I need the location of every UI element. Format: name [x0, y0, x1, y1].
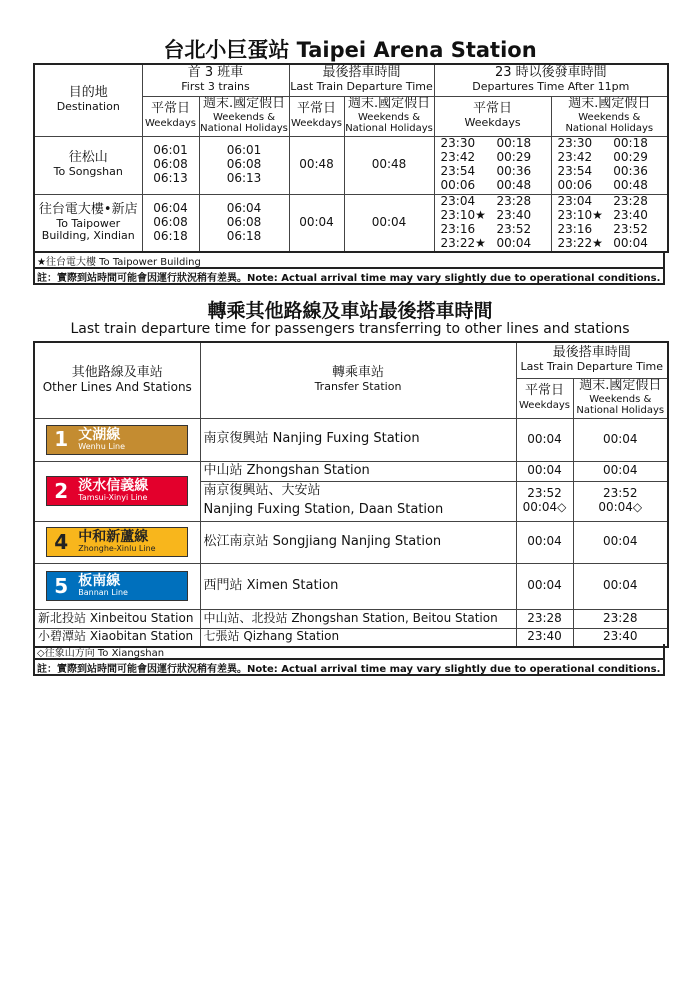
line-badge-wenhu: 1 文湖線 Wenhu Line [46, 425, 188, 455]
transfer-subtitle: Last train departure time for passengers transferring to other lines and stations [70, 321, 630, 337]
weekends-header: 週末.國定假日 Weekends & National Holidays [573, 378, 668, 418]
table-row [34, 136, 668, 194]
weekends-time: 00:04 [573, 418, 668, 461]
last-weekends-cell: 00:04 [344, 194, 434, 252]
after-weekdays-cell: 23:04 23:28 23:10★ 23:40 23:16 23:52 23:22★ 00:04 [434, 194, 551, 252]
weekends-time: 23:28 [573, 609, 668, 628]
other-station-cell: 新北投站 Xinbeitou Station [34, 609, 200, 628]
star-note: ★往台電大樓 To Taipower Building [33, 253, 665, 269]
weekdays-time: 23:40 [516, 628, 573, 647]
first-weekends-cell: 06:01 06:08 06:13 [199, 136, 289, 194]
weekends-header: 週末.國定假日 Weekends & National Holidays [345, 96, 433, 135]
line-cell [34, 563, 200, 609]
other-lines-header: 其他路線及車站 Other Lines And Stations [34, 342, 200, 418]
schedule-table [33, 63, 669, 253]
line-badge-zhonghe-xinlu: 4 中和新蘆線 Zhonghe-Xinlu Line [46, 527, 188, 557]
destination-cell: 往台電大樓•新店 To Taipower Building, Xindian [34, 194, 142, 252]
transfer-station-cell: 西門站 Ximen Station [200, 563, 516, 609]
weekends-time: 00:04 [573, 461, 668, 481]
weekdays-header: 平常日 Weekdays [289, 96, 344, 136]
weekends-header: 週末.國定假日 Weekends & National Holidays [200, 96, 288, 135]
weekdays-header: 平常日 Weekdays [434, 96, 551, 136]
footnote: 註：實際到站時間可能會因運行狀況稍有差異。Note: Actual arrival time may vary slightly due to operational conditions. [33, 660, 665, 676]
line-cell [34, 521, 200, 563]
line-cell [34, 418, 200, 461]
transfer-station-cell: 南京復興站、大安站 Nanjing Fuxing Station, Daan Station [200, 481, 516, 521]
last-train-header: 最後搭車時間 Last Train Departure Time [289, 64, 434, 96]
table-row [34, 609, 668, 628]
after-11pm-header: 23 時以後發車時間 Departures Time After 11pm [434, 64, 668, 96]
transfer-station-cell: 中山站 Zhongshan Station [200, 461, 516, 481]
first-weekends-cell: 06:04 06:08 06:18 [199, 194, 289, 252]
transfer-station-cell: 中山站、北投站 Zhongshan Station, Beitou Station [200, 609, 516, 628]
weekends-time: 00:04 [573, 521, 668, 563]
weekdays-header: 平常日 Weekdays [142, 96, 199, 136]
weekdays-time: 00:04 [516, 563, 573, 609]
weekdays-time: 23:28 [516, 609, 573, 628]
footnote: 註：實際到站時間可能會因運行狀況稍有差異。Note: Actual arrival time may vary slightly due to operational conditions. [33, 269, 665, 285]
line-cell [34, 461, 200, 521]
weekdays-time: 00:04 [516, 521, 573, 563]
transfer-station-header: 轉乘車站 Transfer Station [200, 342, 516, 418]
weekdays-header: 平常日 Weekdays [516, 378, 573, 418]
weekends-time: 00:04 [573, 563, 668, 609]
weekdays-time: 00:04 [516, 418, 573, 461]
table-row [34, 563, 668, 609]
transfer-table [33, 341, 669, 648]
last-weekdays-cell: 00:04 [289, 194, 344, 252]
line-badge-tamsui-xinyi: 2 淡水信義線 Tamsui-Xinyi Line [46, 476, 188, 506]
first-weekdays-cell: 06:04 06:08 06:18 [142, 194, 199, 252]
last-train-header: 最後搭車時間 Last Train Departure Time [516, 342, 668, 378]
transfer-station-cell: 松江南京站 Songjiang Nanjing Station [200, 521, 516, 563]
weekends-time: 23:52 00:04◇ [573, 481, 668, 521]
weekdays-time: 23:52 00:04◇ [516, 481, 573, 521]
transfer-title: 轉乘其他路線及車站最後搭車時間 [207, 300, 493, 322]
diamond-note: ◇往象山方向 To Xiangshan [33, 644, 665, 660]
last-weekdays-cell: 00:48 [289, 136, 344, 194]
weekdays-time: 00:04 [516, 461, 573, 481]
after-weekends-cell: 23:04 23:28 23:10★ 23:40 23:16 23:52 23:22★ 00:04 [551, 194, 668, 252]
weekends-header: 週末.國定假日 Weekends & National Holidays [551, 96, 668, 136]
table-row [34, 194, 668, 252]
after-weekends-cell: 23:30 00:18 23:42 00:29 23:54 00:36 00:06 00:48 [551, 136, 668, 194]
line-badge-bannan: 5 板南線 Bannan Line [46, 571, 188, 601]
transfer-station-cell: 南京復興站 Nanjing Fuxing Station [200, 418, 516, 461]
first-trains-header: 首 3 班車 First 3 trains [142, 64, 289, 96]
transfer-station-cell: 七張站 Qizhang Station [200, 628, 516, 647]
after-weekdays-cell: 23:30 00:18 23:42 00:29 23:54 00:36 00:06 00:48 [434, 136, 551, 194]
destination-cell: 往松山 To Songshan [34, 136, 142, 194]
table-row [34, 461, 668, 481]
page-title: 台北小巨蛋站 Taipei Arena Station [163, 38, 537, 62]
first-weekdays-cell: 06:01 06:08 06:13 [142, 136, 199, 194]
last-weekends-cell: 00:48 [344, 136, 434, 194]
table-row [34, 418, 668, 461]
other-station-cell: 小碧潭站 Xiaobitan Station [34, 628, 200, 647]
destination-header: 目的地 Destination [34, 64, 142, 136]
table-row [34, 521, 668, 563]
weekends-time: 23:40 [573, 628, 668, 647]
